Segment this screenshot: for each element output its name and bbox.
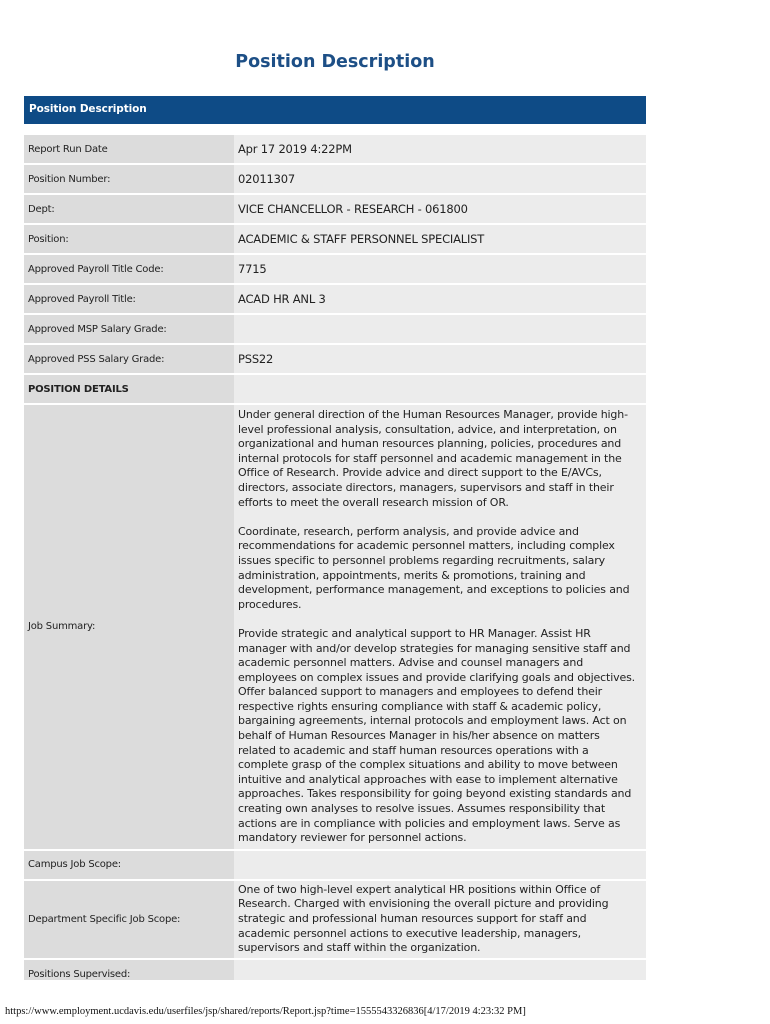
payroll-title-code-label: Approved Payroll Title Code:	[24, 255, 234, 283]
table-row	[24, 255, 646, 283]
table-row	[24, 315, 646, 343]
campus-scope-value	[234, 851, 646, 879]
dept-scope-label: Department Specific Job Scope:	[24, 881, 234, 958]
dept-label: Dept:	[24, 195, 234, 223]
pss-grade-value: PSS22	[234, 345, 646, 373]
position-value: ACADEMIC & STAFF PERSONNEL SPECIALIST	[234, 225, 646, 253]
payroll-title-value: ACAD HR ANL 3	[234, 285, 646, 313]
table-row	[24, 960, 646, 980]
table-row	[24, 225, 646, 253]
job-summary-label: Job Summary:	[24, 405, 234, 849]
position-label: Position:	[24, 225, 234, 253]
page-footer-url: https://www.employment.ucdavis.edu/userfiles/jsp/shared/reports/Report.jsp?time=1555543326836[4/17/2019 4:23:32 PM]	[5, 1006, 526, 1017]
report-run-date-value: Apr 17 2019 4:22PM	[234, 135, 646, 163]
table-row	[24, 195, 646, 223]
position-number-value: 02011307	[234, 165, 646, 193]
page-title: Position Description	[235, 52, 435, 72]
job-summary-paragraph: Under general direction of the Human Resources Manager, provide high-level professional analysis, consultation, advice, and interpretation, on organizational and human resources planning, policies, procedures and internal protocols for staff personnel and academic management in the Office of Research. Provide advice and direct support to the E/AVCs, directors, associate directors, managers, supervisors and staff in their efforts to meet the overall research mission of OR.	[238, 408, 628, 509]
position-details-table	[24, 133, 646, 982]
payroll-title-label: Approved Payroll Title:	[24, 285, 234, 313]
dept-value: VICE CHANCELLOR - RESEARCH - 061800	[234, 195, 646, 223]
job-summary-paragraph: Provide strategic and analytical support to HR Manager. Assist HR manager with and/or develop strategies for managing sensitive staff and academic personnel matters. Advise and counsel managers and employees on complex issues and provide clarifying goals and objectives. Offer balanced support to managers and employees to defend their respective rights ensuring compliance with staff & academic policy, bargaining agreements, internal protocols and employment laws. Act on behalf of Human Resources Manager in his/her absence on matters related to academic and staff human resources operations with a complete grasp of the complex situations and ability to move between intuitive and analytical approaches with ease to implement alternative approaches. Takes responsibility for going beyond existing standards and creating own analyses to resolve issues. Assumes responsibility that actions are in compliance with policies and employment laws. Serve as mandatory reviewer for personnel actions.	[238, 626, 636, 845]
pss-grade-label: Approved PSS Salary Grade:	[24, 345, 234, 373]
section-header: Position Description	[24, 96, 646, 124]
table-row	[24, 881, 646, 958]
table-row	[24, 165, 646, 193]
table-row	[24, 345, 646, 373]
job-summary-paragraph: Coordinate, research, perform analysis, and provide advice and recommendations for academic personnel matters, including complex issues specific to personnel problems regarding recruitments, salary administration, appointments, merits & promotions, training and development, performance management, and exceptions to policies and procedures.	[238, 524, 630, 611]
position-number-label: Position Number:	[24, 165, 234, 193]
dept-scope-value: One of two high-level expert analytical HR positions within Office of Research. Charged with envisioning the overall picture and providing strategic and professional human resources support for staff and academic personnel actions to executive leadership, managers, supervisors and staff within the organization.	[234, 881, 646, 958]
position-details-value	[234, 375, 646, 403]
msp-grade-value	[234, 315, 646, 343]
position-details-heading: POSITION DETAILS	[24, 375, 234, 403]
positions-supervised-value	[234, 960, 646, 980]
msp-grade-label: Approved MSP Salary Grade:	[24, 315, 234, 343]
payroll-title-code-value: 7715	[234, 255, 646, 283]
table-row	[24, 851, 646, 879]
campus-scope-label: Campus Job Scope:	[24, 851, 234, 879]
report-run-date-label: Report Run Date	[24, 135, 234, 163]
job-summary-value	[234, 405, 646, 849]
table-row	[24, 375, 646, 403]
table-row	[24, 285, 646, 313]
positions-supervised-label: Positions Supervised:	[24, 960, 234, 980]
table-row	[24, 405, 646, 849]
table-row	[24, 135, 646, 163]
